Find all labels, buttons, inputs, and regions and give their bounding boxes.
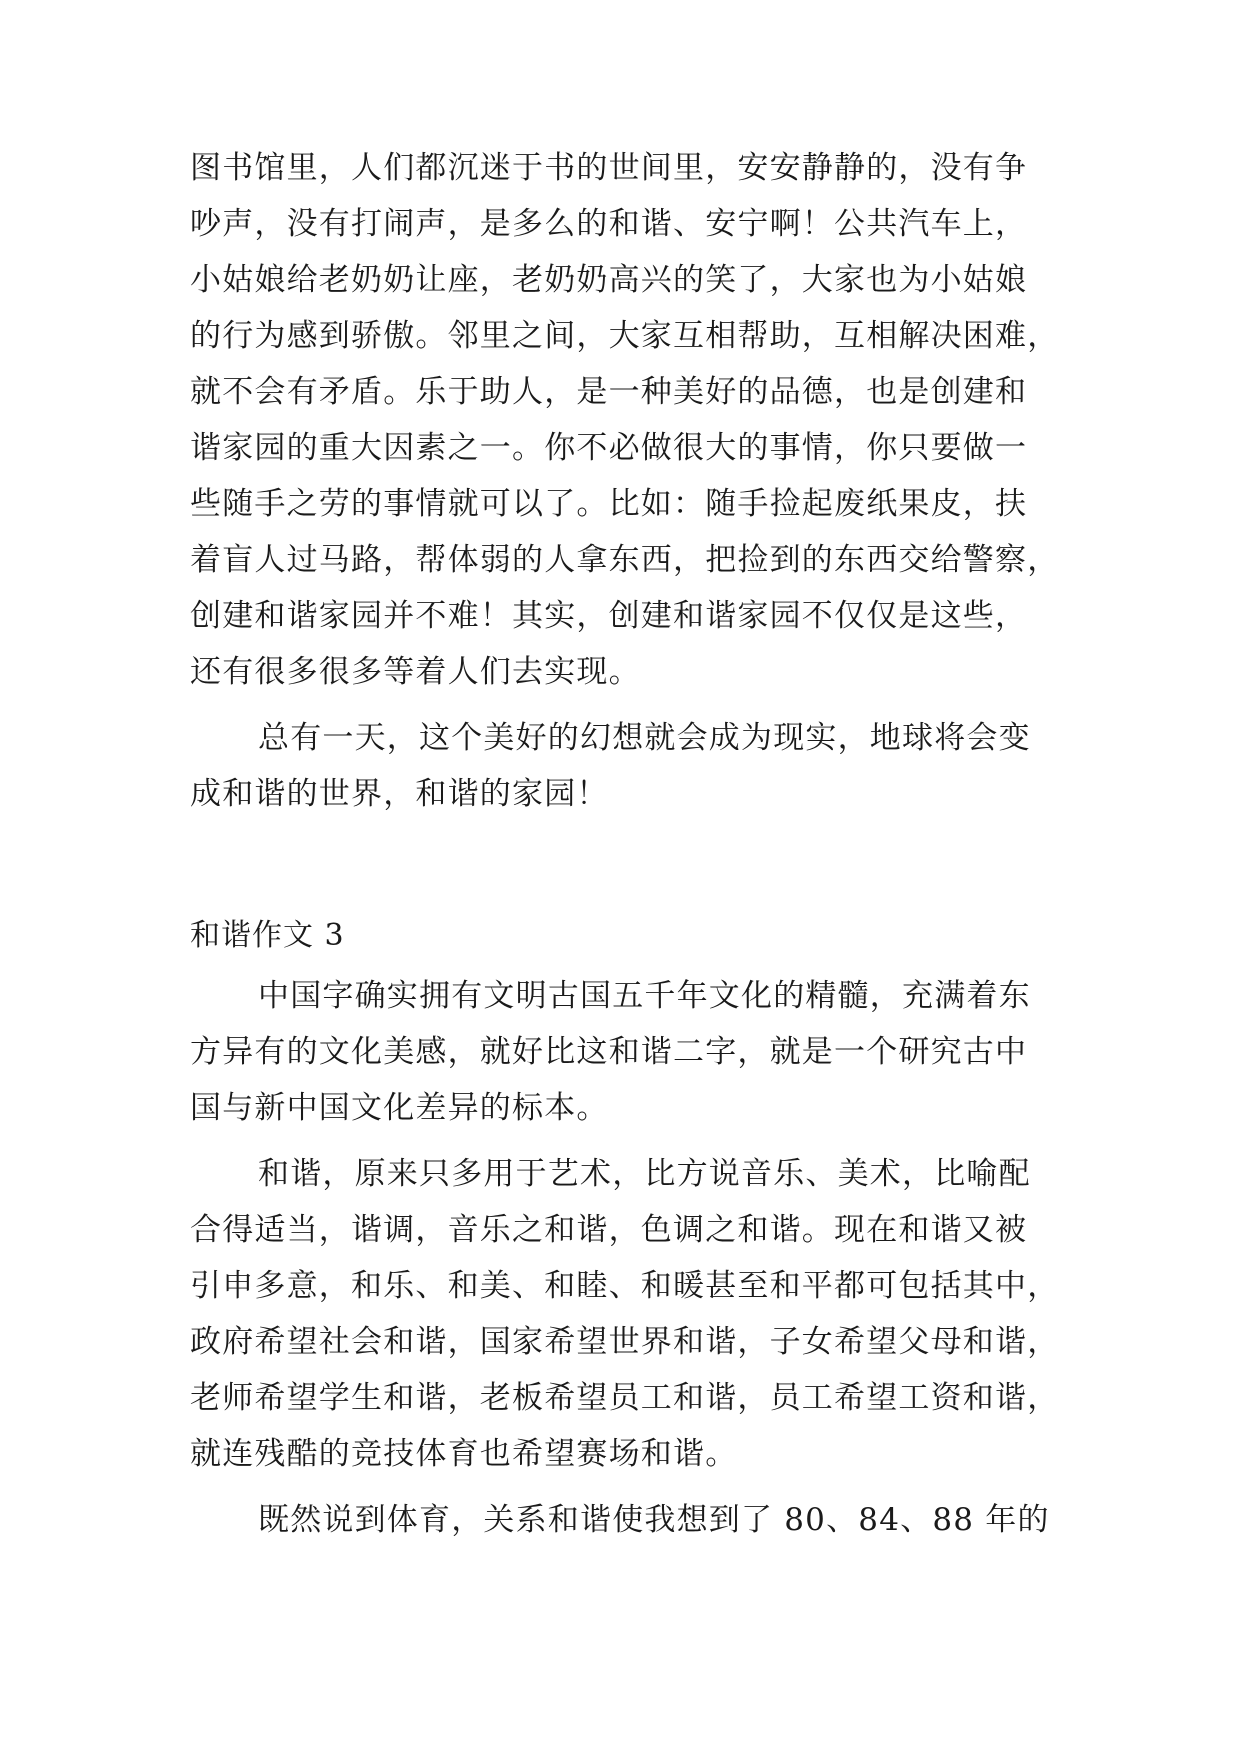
paragraph-line: 中国字确实拥有文明古国五千年文化的精髓，充满着东 <box>258 978 1031 1014</box>
paragraph-line: 总有一天，这个美好的幻想就会成为现实，地球将会变 <box>258 720 1031 756</box>
paragraph-line: 图书馆里，人们都沉迷于书的世间里，安安静静的，没有争 <box>190 150 1028 186</box>
section-heading: 和谐作文 3 <box>190 918 345 953</box>
paragraph-line: 小姑娘给老奶奶让座，老奶奶高兴的笑了，大家也为小姑娘 <box>190 262 1028 298</box>
paragraph-line: 方异有的文化美感，就好比这和谐二字，就是一个研究古中 <box>190 1034 1028 1070</box>
paragraph-line: 老师希望学生和谐，老板希望员工和谐，员工希望工资和谐， <box>190 1380 1060 1416</box>
paragraph-line: 成和谐的世界，和谐的家园！ <box>190 776 609 812</box>
paragraph-line: 着盲人过马路，帮体弱的人拿东西，把捡到的东西交给警察， <box>190 542 1060 578</box>
paragraph-line: 吵声，没有打闹声，是多么的和谐、安宁啊！公共汽车上， <box>190 206 1028 242</box>
paragraph-line: 国与新中国文化差异的标本。 <box>190 1090 609 1126</box>
paragraph-line: 的行为感到骄傲。邻里之间，大家互相帮助，互相解决困难， <box>190 318 1060 354</box>
paragraph-line: 政府希望社会和谐，国家希望世界和谐，子女希望父母和谐， <box>190 1324 1060 1360</box>
paragraph-line: 就连残酷的竞技体育也希望赛场和谐。 <box>190 1436 738 1472</box>
paragraph-line: 既然说到体育，关系和谐使我想到了 80、84、88 年的 <box>258 1502 1050 1538</box>
paragraph-line: 创建和谐家园并不难！其实，创建和谐家园不仅仅是这些， <box>190 598 1028 634</box>
paragraph-line: 和谐，原来只多用于艺术，比方说音乐、美术，比喻配 <box>258 1156 1031 1192</box>
paragraph-line: 还有很多很多等着人们去实现。 <box>190 654 641 690</box>
paragraph-line: 就不会有矛盾。乐于助人，是一种美好的品德，也是创建和 <box>190 374 1028 410</box>
paragraph-line: 谐家园的重大因素之一。你不必做很大的事情，你只要做一 <box>190 430 1028 466</box>
paragraph-line: 些随手之劳的事情就可以了。比如：随手捡起废纸果皮，扶 <box>190 486 1028 522</box>
paragraph-line: 引申多意，和乐、和美、和睦、和暖甚至和平都可包括其中， <box>190 1268 1060 1304</box>
paragraph-line: 合得适当，谐调，音乐之和谐，色调之和谐。现在和谐又被 <box>190 1212 1028 1248</box>
